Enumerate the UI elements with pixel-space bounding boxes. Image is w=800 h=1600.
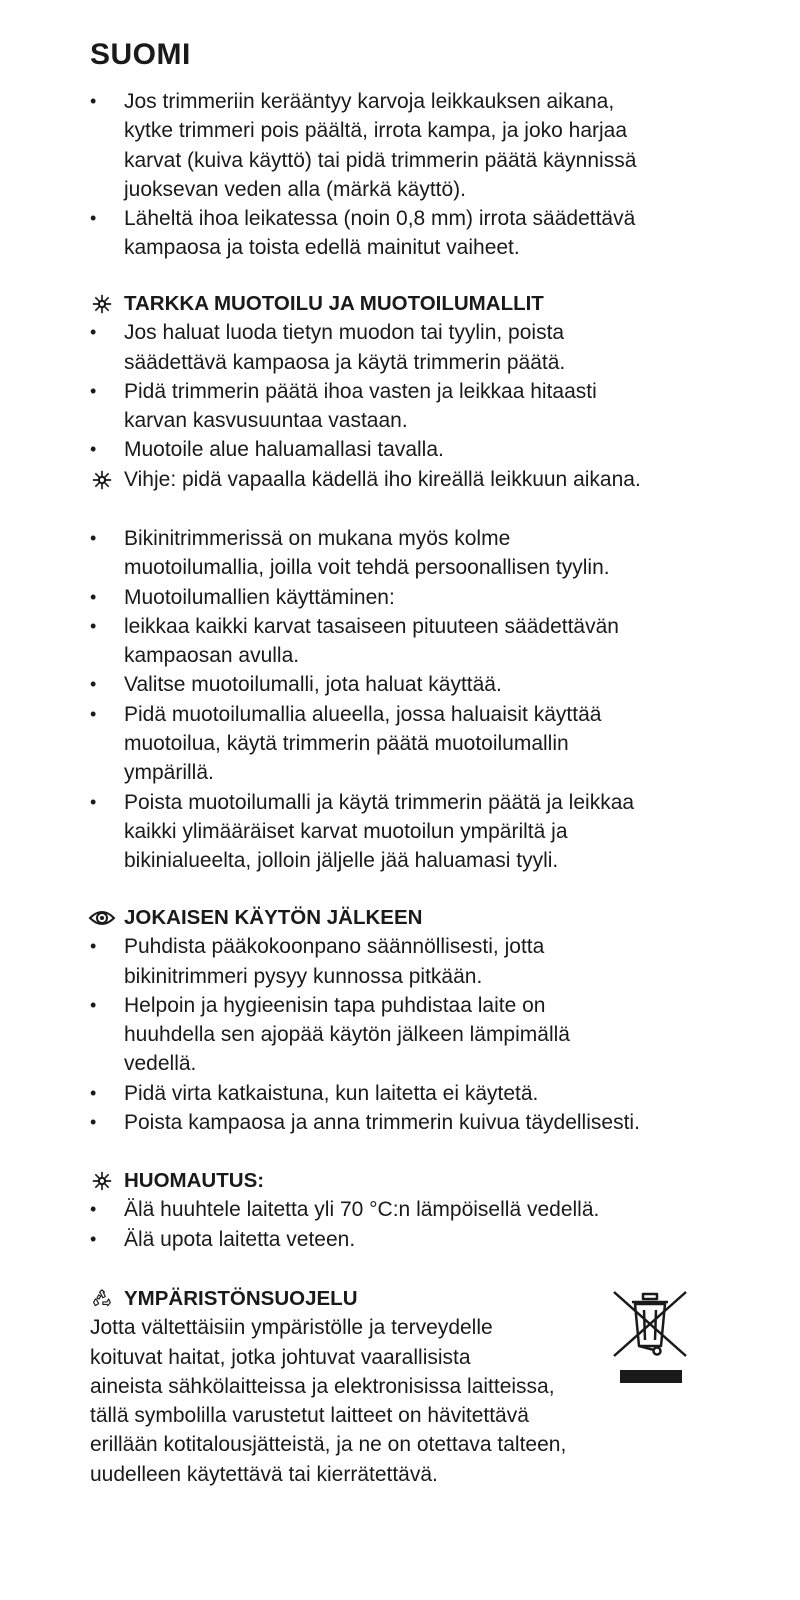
tip [90,465,710,494]
list-item [90,670,710,699]
list-line: muotoilua, käytä trimmerin päätä muotoilumallin [124,732,569,756]
list-line: • Poista kampaosa ja anna trimmerin kuivua täydellisesti. [90,1108,710,1137]
section-title [90,903,710,932]
list-line: • Jos haluat luoda tietyn muodon tai tyylin, poista [90,318,710,347]
list-item [90,1079,710,1108]
templates-section [90,524,710,876]
paragraph-line: erillään kotitalousjätteistä, ja ne on otettava talteen, [90,1433,567,1457]
list-item [90,788,710,876]
list-line: bikinitrimmeri pysyy kunnossa pitkään. [124,964,483,988]
paragraph-line: tällä symbolilla varustetut laitteet on hävitettävä [90,1404,529,1428]
list-item [90,583,710,612]
paragraph-line: aineista sähkölaitteissa ja elektronisissa laitteissa, [90,1374,555,1398]
section-title-text: HUOMAUTUS: [124,1169,265,1192]
list-line: • Älä huuhtele laitetta yli 70 °C:n lämpöisellä vedellä. [90,1195,710,1224]
section-title [90,289,710,318]
section-title-text: TARKKA MUOTOILU JA MUOTOILUMALLIT [124,292,544,315]
list-item [90,700,710,788]
paragraph-line: uudelleen käytettävä tai kierrätettävä. [90,1462,438,1486]
list-item [90,1225,710,1254]
list-line: • Älä upota laitetta veteen. [90,1225,710,1254]
list-line: • Muotoile alue haluamallasi tavalla. [90,435,710,464]
list-line: • Pidä muotoilumallia alueella, jossa haluaisit käyttää [90,700,710,729]
list-line: • Puhdista pääkokoonpano säännöllisesti, jotta [90,932,710,961]
list-item [90,1195,710,1224]
list-line: kampaosa ja toista edellä mainitut vaiheet. [124,236,520,260]
list-line: • Bikinitrimmerissä on mukana myös kolme [90,524,710,553]
list-line: • Pidä trimmerin päätä ihoa vasten ja leikkaa hitaasti [90,377,710,406]
list-item [90,991,710,1079]
section-title-text: YMPÄRISTÖNSUOJELU [124,1287,358,1310]
list-item [90,524,710,583]
sparkle-icon [90,1171,114,1191]
list-line: kytke trimmeri pois päältä, irrota kampa, ja joko harjaa [124,119,628,143]
intro-section [90,87,710,263]
note-section [90,1166,710,1254]
recycle-icon [90,1289,114,1309]
paragraph-line: koituvat haitat, jotka johtuvat vaarallisista [90,1345,471,1369]
eye-icon [88,908,116,928]
list-item [90,87,710,204]
shaping-section [90,289,710,494]
after-use-section [90,903,710,1137]
section-title [90,1166,710,1195]
list-line: • Jos trimmeriin kerääntyy karvoja leikkauksen aikana, [90,87,710,116]
section-title-text: JOKAISEN KÄYTÖN JÄLKEEN [124,906,423,929]
list-line: • Valitse muotoilumalli, jota haluat käyttää. [90,670,710,699]
list-line: ympärillä. [124,761,214,785]
list-line: • Pidä virta katkaistuna, kun laitetta ei käytetä. [90,1079,710,1108]
list-item [90,318,710,377]
list-line: muotoilumallia, joilla voit tehdä persoonallisen tyylin. [124,556,610,580]
list-line: juoksevan veden alla (märkä käyttö). [124,177,466,201]
list-line: • Poista muotoilumalli ja käytä trimmerin päätä ja leikkaa [90,788,710,817]
crossed-bin-icon [610,1288,690,1388]
list-line: • Läheltä ihoa leikatessa (noin 0,8 mm) irrota säädettävä [90,204,710,233]
language-heading: SUOMI [90,38,191,71]
paragraph-line: Jotta vältettäisiin ympäristölle ja terveydelle [90,1316,493,1340]
sparkle-icon [90,470,114,490]
list-line: karvat (kuiva käyttö) tai pidä trimmerin päätä käynnissä [124,148,637,172]
list-line: kampaosan avulla. [124,644,300,668]
list-line: bikinialueelta, jolloin jäljelle jää haluamasi tyyli. [124,849,559,873]
list-line: huuhdella sen ajopää käytön jälkeen lämpimällä [124,1023,570,1047]
list-item [90,612,710,671]
list-line: kaikki ylimääräiset karvat muotoilun ympäriltä ja [124,819,568,843]
list-line: • leikkaa kaikki karvat tasaiseen pituuteen säädettävän [90,612,710,641]
list-line: vedellä. [124,1052,197,1076]
list-line: säädettävä kampaosa ja käytä trimmerin päätä. [124,350,566,374]
list-line: • Helpoin ja hygieenisin tapa puhdistaa laite on [90,991,710,1020]
list-item [90,932,710,991]
list-line: • Muotoilumallien käyttäminen: [90,583,710,612]
list-item [90,435,710,464]
list-line: karvan kasvusuuntaa vastaan. [124,409,408,433]
sparkle-icon [90,294,114,314]
list-item [90,1108,710,1137]
list-item [90,377,710,436]
tip-text: Vihje: pidä vapaalla kädellä iho kireällä leikkuun aikana. [124,467,641,491]
list-item [90,204,710,263]
